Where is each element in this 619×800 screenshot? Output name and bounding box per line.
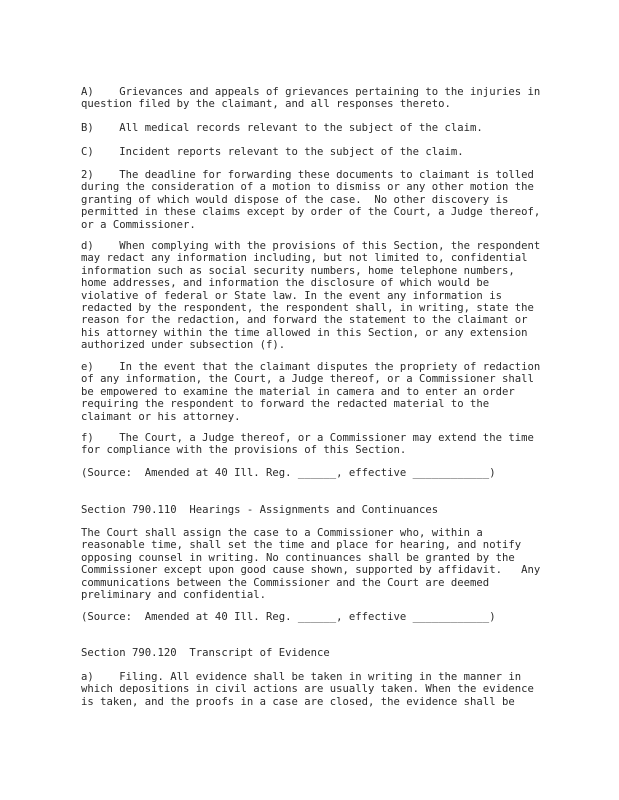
- paragraph-c: C) Incident reports relevant to the subject of the claim.: [81, 146, 464, 158]
- paragraph-b: B) All medical records relevant to the subject of the claim.: [81, 122, 483, 134]
- source-note-1: (Source: Amended at 40 Ill. Reg. ______, effective ____________): [81, 467, 496, 479]
- paragraph-a: A) Grievances and appeals of grievances pertaining to the injuries in question filed by the claimant, and all responses thereto.: [81, 86, 541, 111]
- paragraph-f: f) The Court, a Judge thereof, or a Commissioner may extend the time for compliance with the provisions of this Section.: [81, 432, 534, 457]
- section-790-120-paragraph-a: a) Filing. All evidence shall be taken in writing in the manner in which depositions in civil actions are usually taken. When the evidence is taken, and the proofs in a case are closed, the evidence shall be: [81, 671, 534, 708]
- source-note-2: (Source: Amended at 40 Ill. Reg. ______, effective ____________): [81, 611, 496, 623]
- paragraph-d: d) When complying with the provisions of this Section, the respondent may redact any information including, but not limited to, confidential information such as social security numbers, home telephone numbers, home addresses, and information the disclosure of which would be violative of federal or State law. In the event any information is redacted by the respondent, the respondent shall, in writing, state the reason for the redaction, and forward the statement to the claimant or his attorney within the time allowed in this Section, or any extension authorized under subsection (f).: [81, 240, 541, 352]
- section-790-120-heading: Section 790.120 Transcript of Evidence: [81, 647, 330, 659]
- paragraph-2: 2) The deadline for forwarding these documents to claimant is tolled during the consideration of a motion to dismiss or any other motion the granting of which would dispose of the case. No other discovery is permitted in these claims except by order of the Court, a Judge thereof, or a Commissioner.: [81, 169, 541, 231]
- paragraph-e: e) In the event that the claimant disputes the propriety of redaction of any information, the Court, a Judge thereof, or a Commissioner shall be empowered to examine the material in camera and to enter an order requiring the respondent to forward the redacted material to the claimant or his attorney.: [81, 361, 541, 423]
- section-790-110-body: The Court shall assign the case to a Commissioner who, within a reasonable time, shall set the time and place for hearing, and notify opposing counsel in writing. No continuances shall be granted by the Commissioner except upon good cause shown, supported by affidavit. Any communications between the Commissioner and the Court are deemed preliminary and confidential.: [81, 527, 541, 602]
- section-790-110-heading: Section 790.110 Hearings - Assignments and Continuances: [81, 504, 439, 516]
